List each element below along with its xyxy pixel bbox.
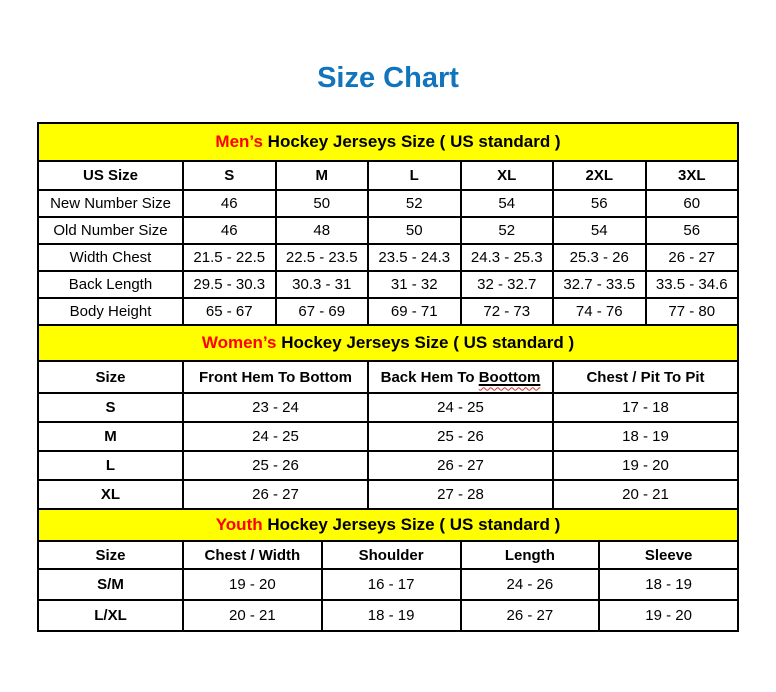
mens-row-old-number bbox=[38, 217, 738, 244]
size-value: 48 bbox=[276, 217, 369, 244]
size-value: 18 - 19 bbox=[599, 569, 738, 600]
youth-row-lxl bbox=[38, 600, 738, 631]
youth-col-header: Size bbox=[38, 541, 183, 569]
page-title: Size Chart bbox=[317, 62, 459, 94]
youth-banner-text bbox=[38, 509, 738, 541]
size-value: 50 bbox=[276, 190, 369, 217]
size-value: 60 bbox=[646, 190, 739, 217]
mens-banner bbox=[38, 123, 738, 161]
youth-banner-rest: Hockey Jerseys Size ( US standard ) bbox=[262, 515, 561, 534]
youth-header-row bbox=[38, 541, 738, 569]
mens-banner-rest: Hockey Jerseys Size ( US standard ) bbox=[262, 132, 561, 151]
size-value: 54 bbox=[553, 217, 646, 244]
size-value: 30.3 - 31 bbox=[276, 271, 369, 298]
size-value: 69 - 71 bbox=[368, 298, 461, 325]
womens-row-l bbox=[38, 451, 738, 480]
mens-col-header: S bbox=[183, 161, 276, 190]
womens-col-header bbox=[368, 361, 553, 393]
row-label: S/M bbox=[38, 569, 183, 600]
size-value: 24.3 - 25.3 bbox=[461, 244, 554, 271]
spellcheck-squiggle bbox=[479, 369, 541, 386]
size-value: 20 - 21 bbox=[183, 600, 322, 631]
youth-row-sm bbox=[38, 569, 738, 600]
womens-col-header: Front Hem To Bottom bbox=[183, 361, 368, 393]
youth-size-table bbox=[37, 508, 739, 632]
size-value: 50 bbox=[368, 217, 461, 244]
womens-banner-highlight: Women’s bbox=[201, 333, 277, 352]
womens-banner bbox=[38, 325, 738, 361]
size-value: 56 bbox=[646, 217, 739, 244]
size-value: 18 - 19 bbox=[553, 422, 738, 451]
row-label: Body Height bbox=[38, 298, 183, 325]
mens-col-header: 2XL bbox=[553, 161, 646, 190]
size-value: 19 - 20 bbox=[599, 600, 738, 631]
mens-banner-text bbox=[38, 123, 738, 161]
size-value: 19 - 20 bbox=[553, 451, 738, 480]
size-value: 54 bbox=[461, 190, 554, 217]
row-label: S bbox=[38, 393, 183, 422]
size-value: 23.5 - 24.3 bbox=[368, 244, 461, 271]
size-value: 19 - 20 bbox=[183, 569, 322, 600]
size-value: 67 - 69 bbox=[276, 298, 369, 325]
row-label: L bbox=[38, 451, 183, 480]
size-value: 72 - 73 bbox=[461, 298, 554, 325]
size-value: 74 - 76 bbox=[553, 298, 646, 325]
size-value: 56 bbox=[553, 190, 646, 217]
row-label: New Number Size bbox=[38, 190, 183, 217]
size-value: 16 - 17 bbox=[322, 569, 461, 600]
youth-banner bbox=[38, 509, 738, 541]
back-hem-label-prefix: Back Hem To bbox=[380, 368, 479, 386]
size-value: 29.5 - 30.3 bbox=[183, 271, 276, 298]
size-value: 27 - 28 bbox=[368, 480, 553, 509]
size-value: 77 - 80 bbox=[646, 298, 739, 325]
size-value: 21.5 - 22.5 bbox=[183, 244, 276, 271]
mens-header-row bbox=[38, 161, 738, 190]
youth-banner-highlight: Youth bbox=[215, 515, 263, 534]
size-value: 24 - 26 bbox=[461, 569, 600, 600]
row-label: Width Chest bbox=[38, 244, 183, 271]
row-label: M bbox=[38, 422, 183, 451]
mens-col-header: M bbox=[276, 161, 369, 190]
womens-row-s bbox=[38, 393, 738, 422]
size-value: 22.5 - 23.5 bbox=[276, 244, 369, 271]
womens-row-xl bbox=[38, 480, 738, 509]
mens-col-header: US Size bbox=[38, 161, 183, 190]
size-value: 46 bbox=[183, 190, 276, 217]
mens-row-back-length bbox=[38, 271, 738, 298]
size-value: 25 - 26 bbox=[368, 422, 553, 451]
size-value: 26 - 27 bbox=[183, 480, 368, 509]
mens-col-header: XL bbox=[461, 161, 554, 190]
womens-col-header: Size bbox=[38, 361, 183, 393]
youth-col-header: Length bbox=[461, 541, 600, 569]
womens-banner-rest: Hockey Jerseys Size ( US standard ) bbox=[276, 333, 575, 352]
mens-row-body-height bbox=[38, 298, 738, 325]
womens-col-header: Chest / Pit To Pit bbox=[553, 361, 738, 393]
size-value: 52 bbox=[368, 190, 461, 217]
mens-banner-highlight: Men’s bbox=[215, 132, 263, 151]
size-value: 24 - 25 bbox=[368, 393, 553, 422]
row-label: L/XL bbox=[38, 600, 183, 631]
size-value: 25.3 - 26 bbox=[553, 244, 646, 271]
size-value: 26 - 27 bbox=[461, 600, 600, 631]
mens-size-table bbox=[37, 122, 739, 326]
size-value: 31 - 32 bbox=[368, 271, 461, 298]
youth-col-header: Sleeve bbox=[599, 541, 738, 569]
size-value: 32 - 32.7 bbox=[461, 271, 554, 298]
size-value: 26 - 27 bbox=[646, 244, 739, 271]
womens-row-m bbox=[38, 422, 738, 451]
size-value: 26 - 27 bbox=[368, 451, 553, 480]
size-value: 25 - 26 bbox=[183, 451, 368, 480]
youth-col-header: Shoulder bbox=[322, 541, 461, 569]
row-label: XL bbox=[38, 480, 183, 509]
size-value: 65 - 67 bbox=[183, 298, 276, 325]
womens-banner-text bbox=[38, 325, 738, 361]
youth-col-header: Chest / Width bbox=[183, 541, 322, 569]
mens-col-header: L bbox=[368, 161, 461, 190]
size-value: 18 - 19 bbox=[322, 600, 461, 631]
size-value: 23 - 24 bbox=[183, 393, 368, 422]
mens-row-width-chest bbox=[38, 244, 738, 271]
size-value: 46 bbox=[183, 217, 276, 244]
size-tables-container bbox=[37, 122, 739, 632]
size-value: 24 - 25 bbox=[183, 422, 368, 451]
mens-col-header: 3XL bbox=[646, 161, 739, 190]
mens-row-new-number bbox=[38, 190, 738, 217]
size-value: 33.5 - 34.6 bbox=[646, 271, 739, 298]
size-value: 32.7 - 33.5 bbox=[553, 271, 646, 298]
row-label: Back Length bbox=[38, 271, 183, 298]
womens-header-row bbox=[38, 361, 738, 393]
size-value: 17 - 18 bbox=[553, 393, 738, 422]
size-value: 52 bbox=[461, 217, 554, 244]
womens-size-table bbox=[37, 324, 739, 510]
row-label: Old Number Size bbox=[38, 217, 183, 244]
back-hem-misspelled-word: Boottom bbox=[478, 368, 541, 386]
size-value: 20 - 21 bbox=[553, 480, 738, 509]
